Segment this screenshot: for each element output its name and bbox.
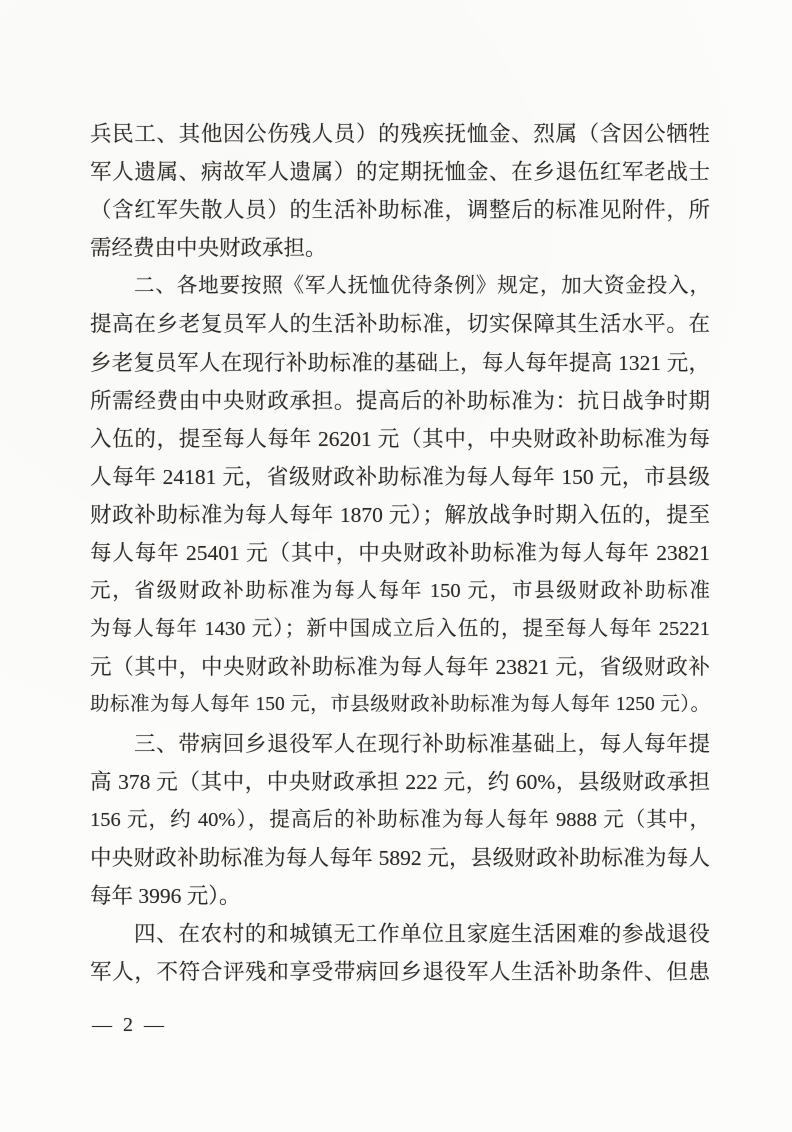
document-line: 需经费由中央财政承担。 [90, 236, 327, 261]
document-line: 156 元，约 40%），提高后的补助标准为每人每年 9888 元（其中， [90, 808, 710, 831]
document-line: 兵民工、其他因公伤残人员）的残疾抚恤金、烈属（含因公牺牲 [90, 122, 710, 146]
document-line: 二、各地要按照《军人抚恤优待条例》规定，加大资金投入， [134, 275, 710, 298]
document-line: 助标准为每人每年 150 元，市县级财政补助标准为每人每年 1250 元）。 [90, 694, 710, 716]
document-line: 军人遗属、病故军人遗属）的定期抚恤金、在乡退伍红军老战士 [90, 160, 710, 185]
document-line: 高 378 元（其中，中央财政承担 222 元，约 60%，县级财政承担 [90, 769, 710, 794]
document-line: 财政补助标准为每人每年 1870 元）；解放战争时期入伍的，提至 [90, 502, 710, 527]
document-line: 乡老复员军人在现行补助标准的基础上，每人每年提高 1321 元， [90, 350, 710, 375]
document-line: （含红军失散人员）的生活补助标准，调整后的标准见附件，所 [90, 198, 710, 223]
document-body [90, 115, 710, 991]
document-line: 入伍的，提至每人每年 26201 元（其中，中央财政补助标准为每 [90, 426, 710, 451]
document-line: 人每年 24181 元，省级财政补助标准为每人每年 150 元，市县级 [90, 464, 710, 489]
document-line: 军人，不符合评残和享受带病回乡退役军人生活补助条件、但患 [90, 960, 710, 985]
document-line: 所需经费由中央财政承担。提高后的补助标准为：抗日战争时期 [90, 388, 710, 413]
document-line: 每人每年 25401 元（其中，中央财政补助标准为每人每年 23821 [90, 541, 710, 566]
document-line: 提高在乡老复员军人的生活补助标准，切实保障其生活水平。在 [90, 312, 710, 337]
document-line: 为每人每年 1430 元）；新中国成立后入伍的，提至每人每年 25221 [90, 618, 710, 641]
document-line: 元（其中，中央财政补助标准为每人每年 23821 元，省级财政补 [90, 655, 710, 680]
document-line: 四、在农村的和城镇无工作单位且家庭生活困难的参战退役 [134, 921, 710, 946]
document-line: 元，省级财政补助标准为每人每年 150 元，市县级财政补助标准 [90, 580, 710, 603]
document-line: 每年 3996 元）。 [90, 883, 241, 908]
document-line: 三、带病回乡退役军人在现行补助标准基础上，每人每年提 [134, 731, 710, 756]
document-line: 中央财政补助标准为每人每年 5892 元，县级财政补助标准为每人 [90, 845, 710, 870]
page-number: — 2 — [92, 1014, 167, 1036]
